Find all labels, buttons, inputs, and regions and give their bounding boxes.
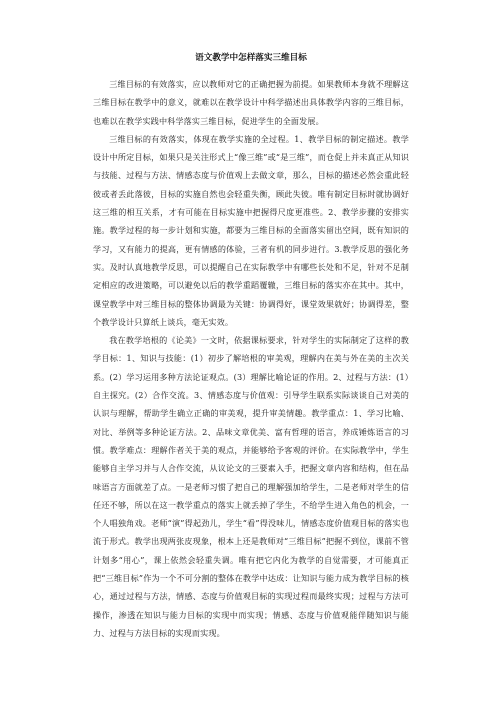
document-title: 语文教学中怎样落实三维目标: [195, 53, 307, 63]
paragraph-1: 三维目标的有效落实，应以教师对它的正确把握为前提。如果教师本身就不理解这三维目标在教学中的意义，就难以在教学设计中科学描述出具体教学内容的三维目标，也难以在教学实践中科学落实三维目标，促进学生的全面发展。: [93, 79, 409, 126]
paragraph-3: 我在教学培根的《论美》一文时，依据课标要求，针对学生的实际制定了这样的教学目标：1、知识与技能：(1）初步了解培根的审美观，理解内在美与外在美的主次关系。(2）学习运用多种方法论证观点。(3）理解比喻论证的作用。2、过程与方法：(1）自主探究。(2）合作交流。3、情感态度与价值观：引导学生联系实际谈谈自己对美的认识与理解，帮助学生确立正确的审美观，提升审美情趣。教学重点：1、学习比喻、对比、举例等多种论证方法。2、品味文章优美、富有哲理的语言，养成锤炼语言的习惯。教学难点：理解作者关于美的观点，并能够给予客观的评价。在实际教学中，学生能够自主学习并与人合作交流，从议论文的三要素入手，把握文章内容和结构，但在品味语言方面就差了点。一是老师习惯了把自己的理解强加给学生，二是老师对学生的信任还不够，所以在这一教学重点的落实上就丢掉了学生，不给学生进入角色的机会，一个人唱独角戏。老师“演”得起劲儿，学生“看”得没味儿，情感态度价值观目标的落实也流于形式。教学出现两张皮现象，根本上还是教师对“三维目标”把握不到位，课前不管计划多“用心”，课上依然会轻重失调。唯有把它内化为教学的自觉需要，才可能真正把“三维目标”作为一个不可分割的整体在教学中达成：让知识与能力成为教学目标的核心，通过过程与方法，情感、态度与价值观目标的实现过程而最终实现；过程与方法可操作，渗透在知识与能力目标的实现中而实现；情感、态度与价值观能伴随知识与能力、过程与方法目标的实现而实现。: [93, 335, 409, 638]
paragraph-2: 三维目标的有效落实，体现在教学实施的全过程。1、教学目标的制定描述。教学设计中所定目标，如果只是关注形式上“像三维”或“是三维”，而仓促上并未真正从知识与技能、过程与方法、情感态度与价值观上去做文章，那么，目标的描述必然会重此轻彼或者丢此落彼，目标的实施自然也会轻重失衡，顾此失彼。唯有制定目标时就协调好这三维的相互关系，才有可能在目标实施中把握得尺度更准些。2、教学步骤的安排实施。教学过程的每一步计划和实施，都要为三维目标的全面落实留出空间，既有知识的学习，又有能力的提高，更有情感的体验，三者有机的同步进行。3.教学反思的强化务实。及时认真地教学反思，可以提醒自己在实际教学中有哪些长处和不足，针对不足制定相应的改进策略，可以避免以后的教学重蹈覆辙，三维目标的落实亦在其中。其中，课堂教学中对三维目标的整体协调最为关键：协调得好，课堂效果就好；协调得差，整个教学设计只算纸上谈兵，毫无实效。: [93, 133, 409, 327]
